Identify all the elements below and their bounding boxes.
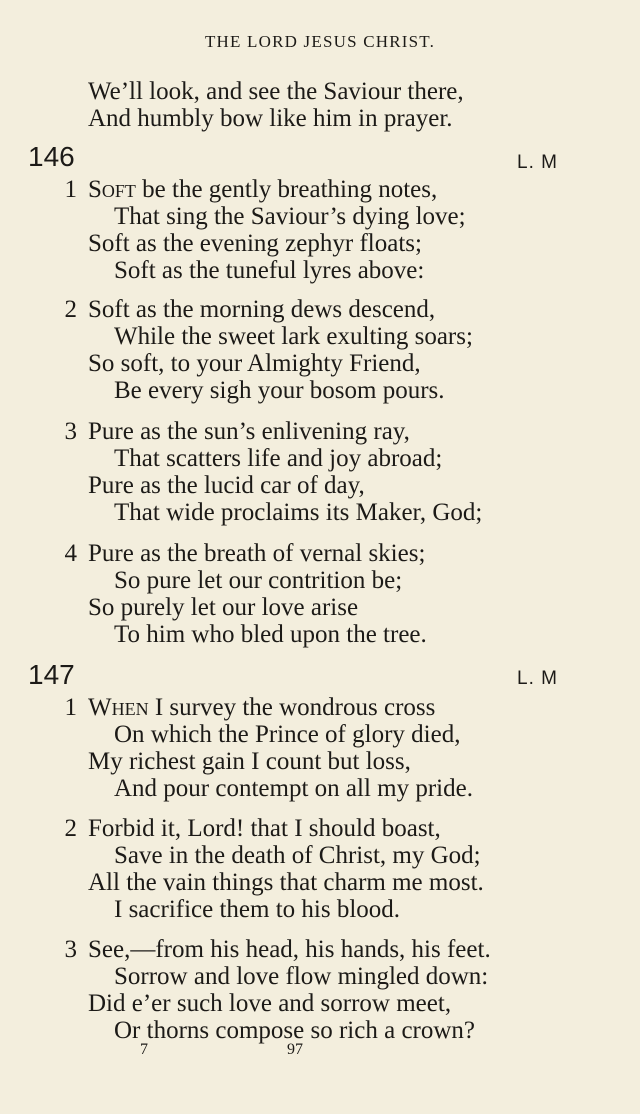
verse-line: That scatters life and joy abroad; [114,445,443,472]
verse-line: Did e’er such love and sorrow meet, [88,990,452,1017]
stanza-number: 2 [64,815,77,842]
verse-line: So purely let our love arise [88,594,359,621]
stanza-number: 2 [64,296,77,323]
verse-line: And pour contempt on all my pride. [114,775,473,802]
stanza-number: 3 [64,936,77,963]
stanza-number: 3 [64,418,77,445]
verse-line: Or thorns compose so rich a crown? [114,1017,476,1044]
verse-line: That wide proclaims its Maker, God; [114,499,483,526]
stanza-first-line: Pure as the breath of vernal skies; [88,540,426,567]
verse-line: Soft as the evening zephyr floats; [88,230,422,257]
signature-mark: 7 [140,1041,148,1058]
verse-line: Be every sigh your bosom pours. [114,377,445,404]
verse-line: That sing the Saviour’s dying love; [114,203,466,230]
verse-line: Sorrow and love flow mingled down: [114,963,489,990]
stanza-first-line [88,694,435,722]
running-head: THE LORD JESUS CHRIST. [204,32,436,51]
verse-line: All the vain things that charm me most. [88,869,484,896]
verse-line: I sacrifice them to his blood. [114,896,401,923]
stanza-first-line: Forbid it, Lord! that I should boast, [88,815,441,842]
stanza-first-line: Soft as the morning dews descend, [88,296,436,323]
verse-line: On which the Prince of glory died, [114,721,461,748]
verse-line: While the sweet lark exulting soars; [114,323,473,350]
carryover-line-1: We’ll look, and see the Saviour there, [88,78,464,105]
verse-line: So soft, to your Almighty Friend, [88,350,421,377]
stanza-first-line: See,—from his head, his hands, his feet. [88,936,491,963]
hymn-number: 146 [28,141,75,172]
verse-line: So pure let our contrition be; [114,567,403,594]
verse-line: Save in the death of Christ, my God; [114,842,481,869]
verse-line: Pure as the lucid car of day, [88,472,365,499]
hymn-meter: L. M [517,668,558,689]
first-line-rest: I survey the wondrous cross [148,694,436,721]
first-word-small-caps: When [88,694,149,721]
hymn-meter: L. M [517,152,558,173]
stanza-number: 4 [64,540,77,567]
verse-line: My richest gain I count but loss, [88,748,411,775]
hymn-number: 147 [28,659,75,690]
stanza-number: 1 [64,694,77,721]
stanza-first-line [88,176,437,204]
first-line-rest: be the gently breathing notes, [135,176,438,203]
page-number: 97 [287,1041,303,1058]
carryover-line-2: And humbly bow like him in prayer. [88,105,453,132]
first-word-small-caps: Soft [88,176,136,203]
verse-line: Soft as the tuneful lyres above: [114,257,425,284]
verse-line: To him who bled upon the tree. [114,621,427,648]
stanza-number: 1 [64,176,77,203]
stanza-first-line: Pure as the sun’s enlivening ray, [88,418,410,445]
